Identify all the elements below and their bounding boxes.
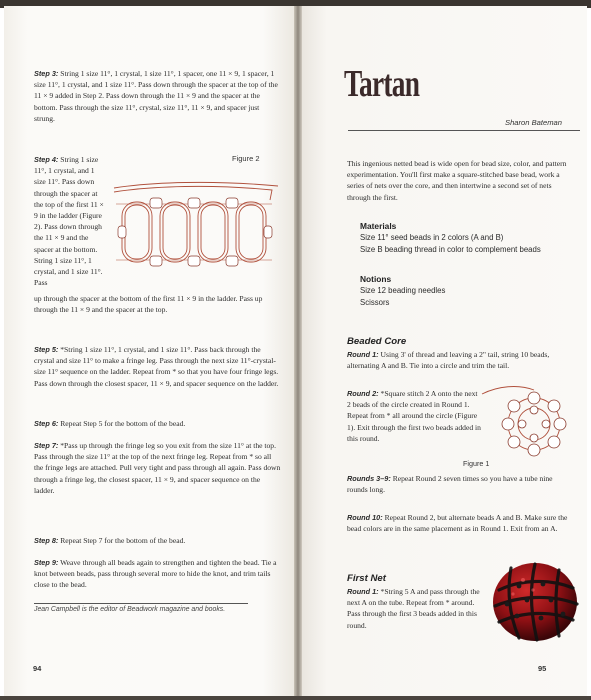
first-net-round-1: Round 1: *String 5 A and pass through the next A on the tube. Repeat from * around. Pass through the first 3 beads added in this round. (347, 587, 480, 630)
list-item: Size B beading thread in color to complement beads (360, 245, 541, 255)
materials-heading: Materials (360, 221, 397, 231)
figure-2-ladder-diagram (112, 170, 282, 282)
intro-paragraph: This ingenious netted bead is wide open for bead size, color, and pattern experimentation. You'll first make a square-stitched base bead, work a series of nets over the core, and then intertwine a second set of nets through the first. (347, 159, 567, 202)
tartan-bead-photo (489, 560, 581, 644)
page-number-left: 94 (33, 664, 42, 673)
step-8: Step 8: Repeat Step 7 for the bottom of the bead. (34, 536, 186, 545)
figure-1-caption: Figure 1 (463, 459, 490, 468)
step-3: Step 3: String 1 size 11°, 1 crystal, 1 size 11°, 1 spacer, one 11 × 9, 1 spacer, 1 size 11°, 1 crystal, and 1 size 11°. Pass down through the spacer at the top of the 11 × 9 added in Step 2. Pass down through the 11 × 9 and the spacer at the bottom. Pass through the size 11°, crystal, size 11°, 11 × 9, and spacer just strung. (34, 69, 278, 123)
book-gutter (294, 6, 302, 698)
step-5: Step 5: *String 1 size 11°, 1 crystal, and 1 size 11°. Pass back through the crystal and size 11° to make a fringe leg. Pass through the next size 11°-crystal-size 11° sequence on the ladder. Repeat from * so that you have four fringe legs. Pass down through the closest spacer, 11 × 9, and spacer sequence on the ladder. (34, 345, 279, 388)
round-1: Round 1: Using 3' of thread and leaving a 2" tail, string 10 beads, alternating A and B. Tie into a circle and trim the tail. (347, 350, 550, 371)
notions-heading: Notions (360, 274, 392, 284)
figure-1-ring-diagram (478, 382, 582, 464)
notions-list (360, 285, 445, 310)
page-number-right: 95 (538, 664, 547, 673)
step-9: Step 9: Weave through all beads again to strengthen and tighten the bead. Tie a knot between beads, pass through several more to hide the knot, and trim tails close to the bead. (34, 558, 277, 590)
round-2: Round 2: *Square stitch 2 A onto the next 2 beads of the circle created in Round 1. Repeat from * all around the circle (Figure 1). Exit through the first two beads added in this round. (347, 389, 481, 443)
beaded-core-heading: Beaded Core (347, 336, 407, 347)
materials-list (360, 232, 541, 257)
step-6: Step 6: Repeat Step 5 for the bottom of the bead. (34, 419, 186, 428)
page-title: Tartan (344, 63, 420, 105)
figure-2-caption: Figure 2 (232, 154, 260, 163)
author-credit: Jean Campbell is the editor of Beadwork magazine and books. (34, 606, 226, 613)
rounds-3-9: Rounds 3–9: Repeat Round 2 seven times so you have a tube nine rounds long. (347, 474, 553, 495)
credit-divider (34, 603, 248, 604)
round-10: Round 10: Repeat Round 2, but alternate beads A and B. Make sure the bead colors are in the same placement as in Round 1. Exit from an A. (347, 513, 568, 534)
list-item: Size 11° seed beads in 2 colors (A and B) (360, 233, 504, 242)
list-item: Scissors (360, 298, 390, 308)
step-4: Step 4: String 1 size 11°, 1 crystal, and 1 size 11°. Pass down through the spacer at the top of the first 11 × 9 in the ladder (Figure 2). Pass down through the 11 × 9 and the spacer at the bottom. String 1 size 11°, 1 crystal, and 1 size 11°. Pass (34, 155, 104, 288)
author-name: Sharon Bateman (505, 118, 562, 127)
book-bottom-edge (0, 696, 591, 700)
step-4-continued: up through the spacer at the bottom of the first 11 × 9 in the ladder. Pass up through the 11 × 9 and the spacer at the top. (34, 294, 263, 315)
first-net-heading: First Net (347, 573, 386, 584)
step-7: Step 7: *Pass up through the fringe leg so you exit from the size 11° at the top. Pass through the size 11° at the top of the next fringe leg. Repeat from * so all the fringe legs are attached. Pull very tight and pass through all again. Pass down through a fringe leg, the closest spacer, 11 × 9, and spacer sequence on the ladder. (34, 441, 281, 495)
list-item: Size 12 beading needles (360, 286, 446, 295)
